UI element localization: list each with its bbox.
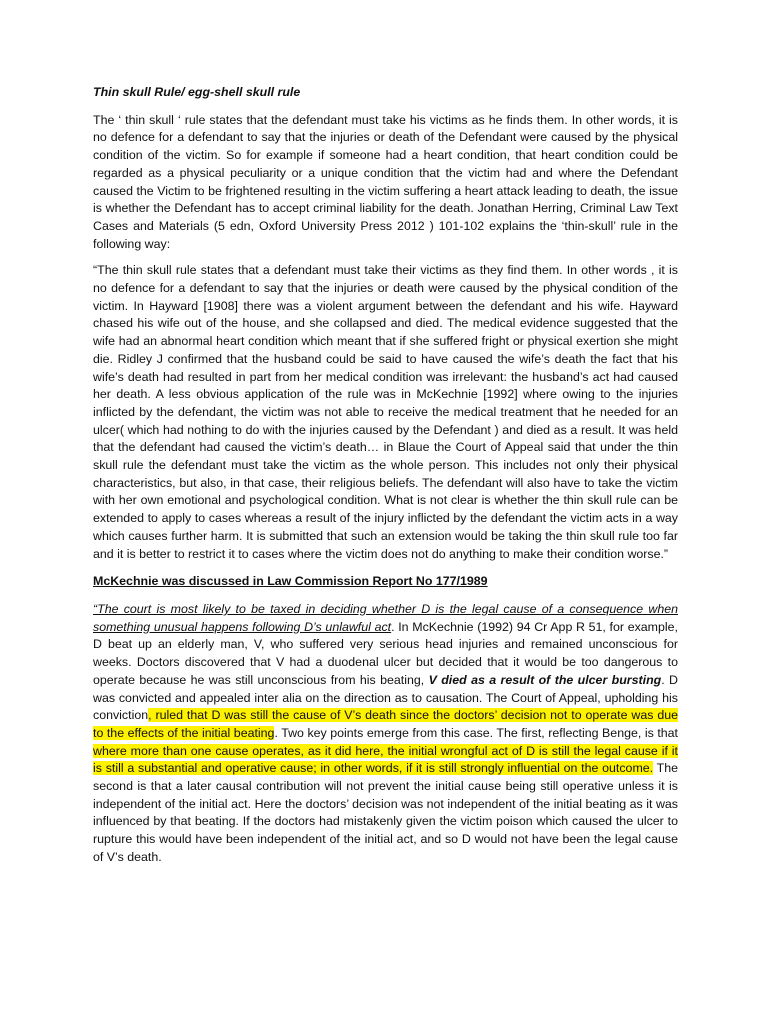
text-segment-1: . In McKechnie (1992) 94 Cr App R 51, for example, D beat up an elderly man, V, who suffered very serious head injuries and remained unconscious for weeks. Doctors discovered that V had a duodenal ulcer but decided that it would be too dangerous to operate because he was still unconscious from his beating, — [93, 619, 678, 687]
law-commission-paragraph — [93, 601, 678, 867]
document-title: Thin skull Rule/ egg-shell skull rule — [93, 85, 301, 99]
intro-paragraph: The ‘ thin skull ‘ rule states that the defendant must take his victims as he finds them. In other words, it is no defence for a defendant to say that the injuries or death of the Defendant were caused by the physical condition of the victim. So for example if someone had a heart condition, that heart condition could be regarded as a physical peculiarity or a unique condition that the victim had and where the Defendant caused the Victim to be frightened resulting in the victim suffering a heart attack leading to death, the issue is whether the Defendant has to accept criminal liability for the death. Jonathan Herring, Criminal Law Text Cases and Materials (5 edn, Oxford University Press 2012 ) 101-102 explains the ‘thin-skull’ rule in the following way: — [93, 112, 678, 251]
herring-quote-paragraph: “The thin skull rule states that a defendant must take their victims as they find them. In other words , it is no defence for a defendant to say that the injuries or death were caused by the physical condition of the victim. In Hayward [1908] there was a violent argument between the defendant and his wife. Hayward chased his wife out of the house, and she collapsed and died. The medical evidence suggested that the wife had an abnormal heart condition which meant that if she suffered fright or physical exertion she might die. Ridley J confirmed that the husband could be said to have caused the wife’s death the fact that his wife’s death had resulted in part from her medical condition was irrelevant: the husband’s act had caused her death. A less obvious application of the rule was in McKechnie [1992] where owing to the injuries inflicted by the defendant, the victim was not able to receive the medical treatment that he needed for an ulcer( which had nothing to do with the injuries caused by the Defendant ) and died as a result. It was held that the defendant had caused the victim’s death… in Blaue the Court of Appeal said that under the thin skull rule the defendant must take the victim as the whole person. This includes not only their physical characteristics, but also, in that case, their religious beliefs. The defendant will also have to take the victim with her own emotional and psychological condition. What is not clear is whether the thin skull rule can be extended to apply to cases whereas a result of the injury inflicted by the defendant the victim acts in a way which causes further harm. It is submitted that such an extension would be taking the thin skull rule too far and it is better to restrict it to cases where the victim does not do anything to make their condition worse.” — [93, 263, 678, 561]
document-page — [93, 84, 678, 867]
highlight-2: where more than one cause operates, as it did here, the initial wrongful act of D is still the legal cause if it is still a substantial and operative cause; in other words, if it is still strongly influential on the outcome. — [93, 743, 678, 776]
bold-italic-phrase: V died as a result of the ulcer bursting — [428, 672, 662, 687]
text-segment-4: The second is that a later causal contribution will not prevent the initial cause being still operative unless it is independent of the initial act. Here the doctors’ decision was not independent of the initial beating as it was influenced by that beating. If the doctors had mistakenly given the victim poison which caused the ulcer to rupture this would have been independent of the initial act, and so D would not have been the legal cause of V’s death. — [93, 761, 678, 864]
text-segment-2: . D was convicted and appealed inter alia on the direction as to causation. The Court of Appeal, upholding his conviction — [93, 672, 678, 723]
section-heading: McKechnie was discussed in Law Commission Report No 177/1989 — [93, 574, 488, 589]
highlight-1: , ruled that D was still the cause of V’s death since the doctors’ decision not to operate was due to the effects of the initial beating — [93, 708, 678, 740]
text-segment-3: . Two key points emerge from this case. The first, reflecting Benge, is that — [274, 725, 678, 740]
quote-underlined-italic: “The court is most likely to be taxed in deciding whether D is the legal cause of a consequence when something unusual happens following D’s unlawful act — [93, 601, 678, 634]
